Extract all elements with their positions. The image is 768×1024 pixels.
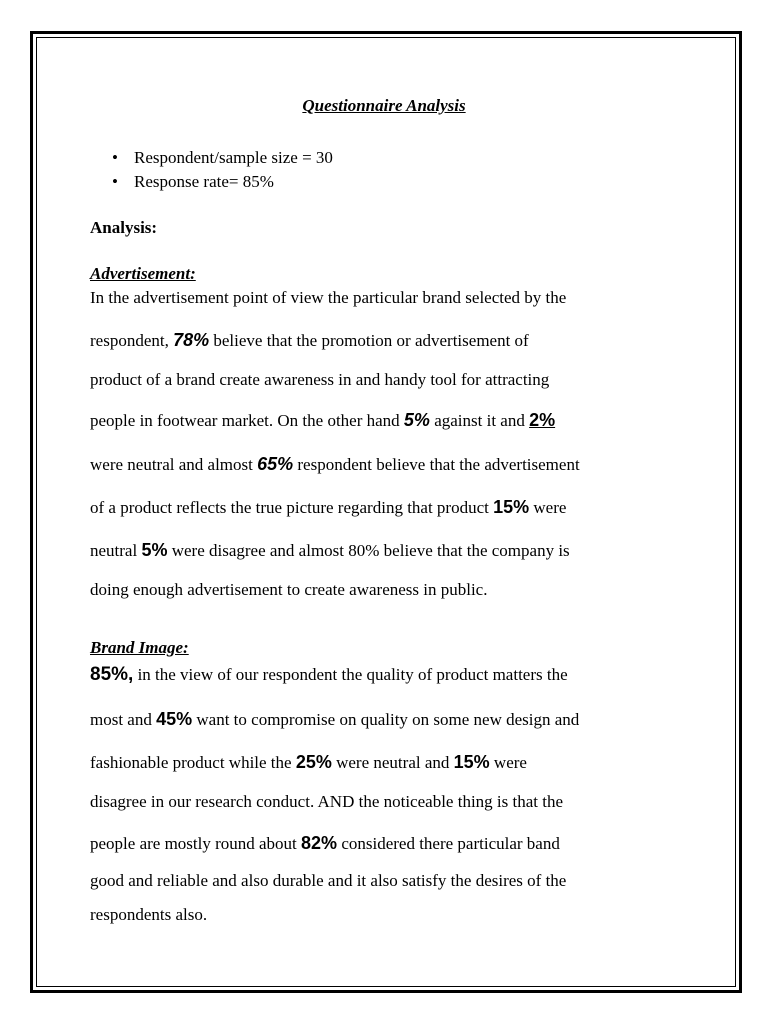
brand-line-6: good and reliable and also durable and it also satisfy the desires of the (90, 871, 567, 890)
list-item: • Response rate= 85% (112, 170, 333, 194)
advertisement-line-5 (90, 454, 580, 475)
advertisement-heading: Advertisement: (90, 264, 196, 283)
percent-5-disagree: 5% (141, 540, 168, 560)
percent-65: 65% (257, 454, 294, 474)
text: most and (90, 710, 157, 729)
text: against it and (429, 411, 530, 430)
brand-line-5 (90, 833, 560, 854)
text: believe that the promotion or advertisement of (209, 331, 529, 350)
brand-line-4: disagree in our research conduct. AND the noticeable thing is that the (90, 792, 564, 811)
text: considered there particular band (337, 834, 560, 853)
advertisement-line-1: In the advertisement point of view the particular brand selected by the (90, 288, 567, 307)
percent-2-neutral: 2% (529, 410, 556, 430)
text: in the view of our respondent the quality of product matters the (133, 665, 568, 684)
text: of a product reflects the true picture regarding that product (90, 498, 494, 517)
percent-78: 78% (173, 330, 210, 350)
text: fashionable product while the (90, 753, 296, 772)
percent-45: 45% (156, 709, 193, 729)
advertisement-line-3: product of a brand create awareness in and handy tool for attracting (90, 370, 550, 389)
advertisement-line-6 (90, 497, 566, 518)
text: respondent believe that the advertisement (293, 455, 580, 474)
percent-15-brand: 15% (453, 752, 490, 772)
text: people are mostly round about (90, 834, 302, 853)
advertisement-line-8: doing enough advertisement to create awareness in public. (90, 580, 488, 599)
text: neutral (90, 541, 142, 560)
advertisement-line-4 (90, 410, 555, 431)
text: want to compromise on quality on some new design and (192, 710, 580, 729)
percent-82: 82% (301, 833, 338, 853)
brand-line-3 (90, 752, 527, 773)
list-item: • Respondent/sample size = 30 (112, 146, 333, 170)
text: were neutral and (331, 753, 454, 772)
percent-15: 15% (493, 497, 530, 517)
analysis-heading: Analysis: (90, 218, 158, 237)
percent-25: 25% (295, 752, 332, 772)
advertisement-line-7 (90, 540, 570, 561)
text: people in footwear market. On the other hand (90, 411, 404, 430)
advertisement-line-2 (90, 330, 529, 351)
text: were (489, 753, 527, 772)
page-title: Questionnaire Analysis (302, 96, 466, 115)
text: respondent, (90, 331, 174, 350)
text: were (529, 498, 567, 517)
brand-line-1 (90, 664, 568, 686)
summary-list (112, 146, 333, 194)
brand-image-heading: Brand Image: (90, 638, 189, 657)
brand-line-7: respondents also. (90, 905, 208, 924)
percent-85: 85%, (90, 664, 134, 685)
percent-5-against: 5% (403, 410, 430, 430)
brand-line-2 (90, 709, 579, 730)
text: were neutral and almost (90, 455, 258, 474)
text: were disagree and almost 80% believe that the company is (167, 541, 570, 560)
